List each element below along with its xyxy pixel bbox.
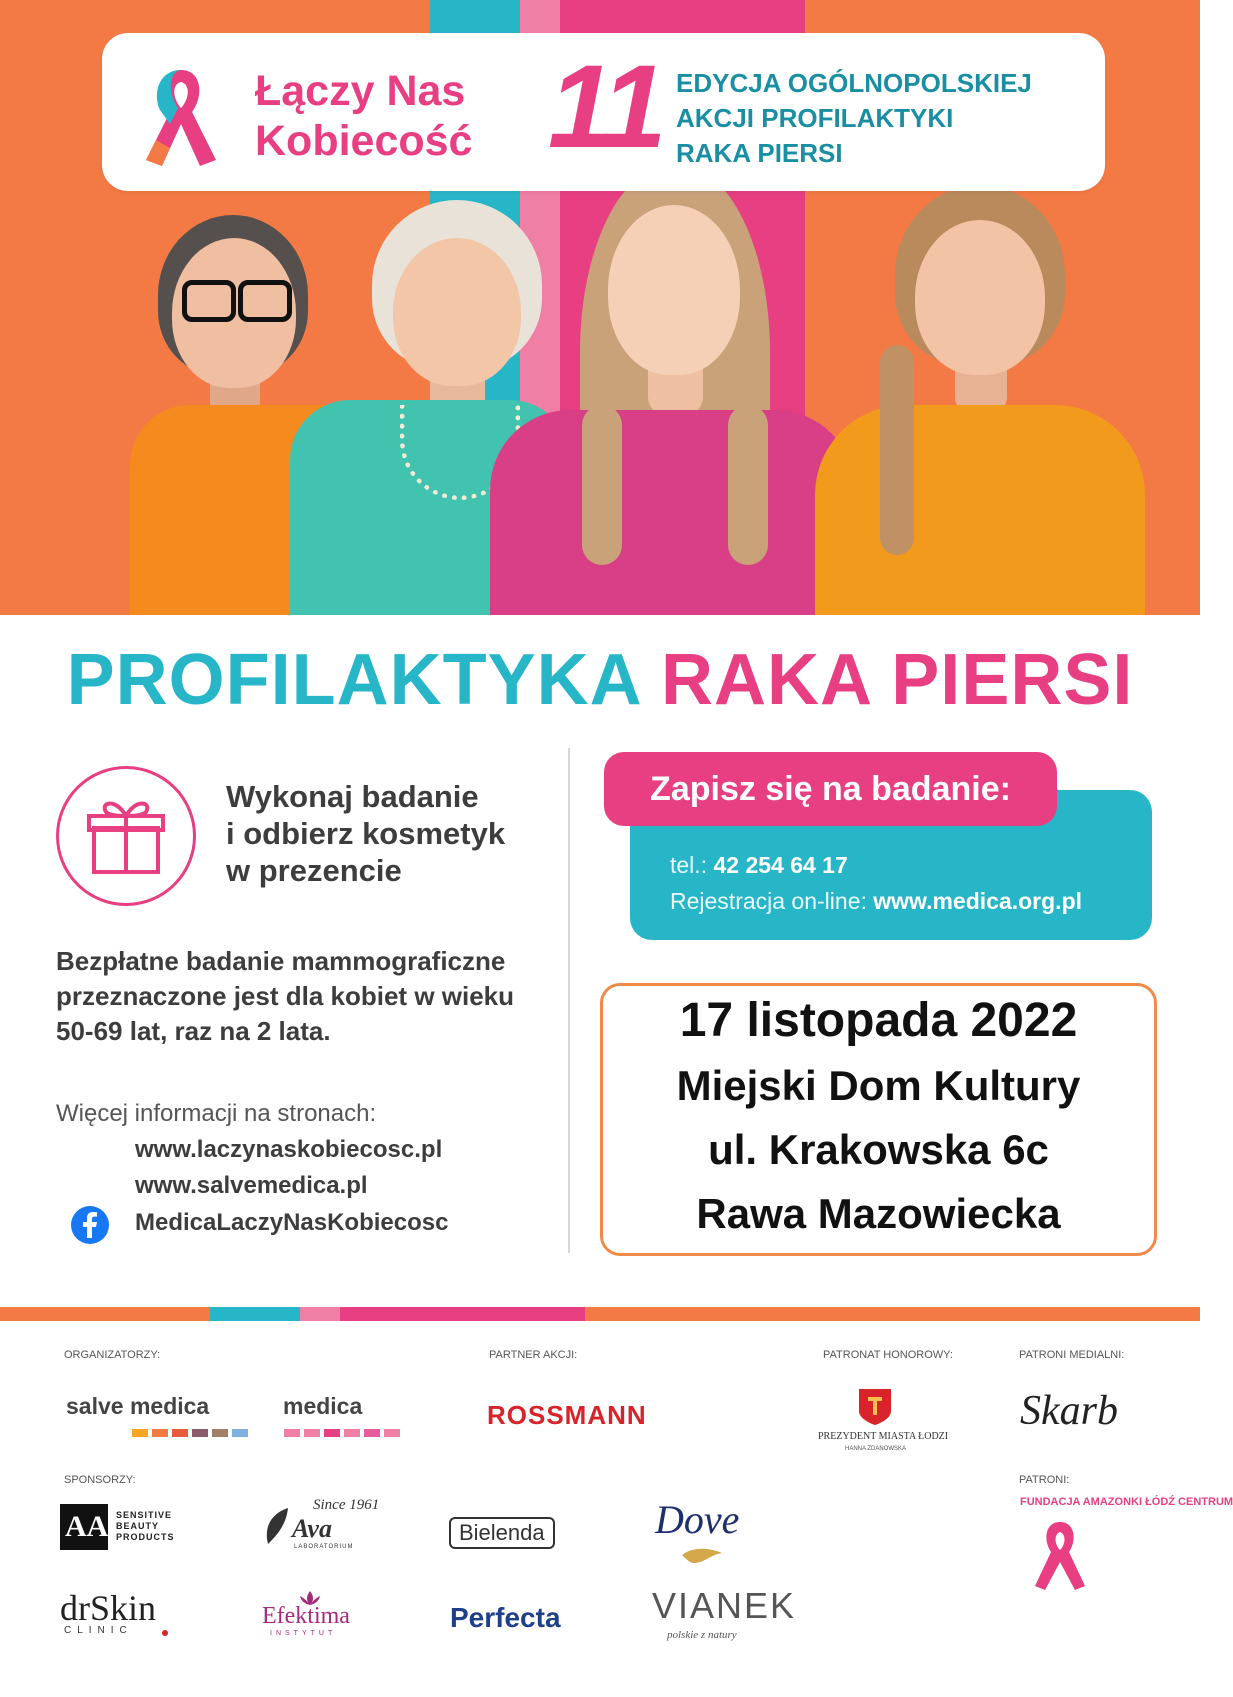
edition-description — [676, 66, 1032, 171]
phone-number[interactable]: 42 254 64 17 — [713, 852, 848, 878]
gift-line-1: Wykonaj badanie — [226, 779, 479, 814]
info-line-3: 50-69 lat, raz na 2 lata. — [56, 1016, 331, 1046]
organizers-label: ORGANIZATORZY: — [64, 1349, 161, 1361]
efektima-logo: Efektima — [262, 1603, 350, 1629]
dove-logo: Dove — [655, 1497, 740, 1542]
skarb-logo: Skarb — [1020, 1388, 1118, 1434]
efektima-sub: INSTYTUT — [270, 1630, 337, 1637]
facebook-icon — [70, 1205, 110, 1245]
edition-number: 11 — [548, 41, 663, 173]
drskin-logo: drSkin — [60, 1588, 157, 1628]
link-facebook[interactable]: MedicaLaczyNasKobiecosc — [135, 1209, 449, 1236]
sponsors-label: SPONSORZY: — [64, 1474, 136, 1486]
main-title — [0, 640, 1200, 720]
title-part-1: PROFILAKTYKA — [66, 640, 640, 720]
info-line-2: przeznaczone jest dla kobiet w wieku — [56, 981, 515, 1011]
dove-bird-icon — [680, 1545, 724, 1565]
edition-line-3: RAKA PIERSI — [676, 138, 843, 168]
fundacja-text: FUNDACJA AMAZONKI ŁÓDŹ CENTRUM — [1020, 1496, 1233, 1508]
salve-medica-logo: salve medica — [66, 1393, 210, 1419]
ava-sub: LABORATORIUM — [294, 1544, 354, 1550]
event-venue: Miejski Dom Kultury — [676, 1062, 1081, 1109]
event-street: ul. Krakowska 6c — [708, 1126, 1049, 1173]
registration-label: Rejestracja on-line: — [670, 888, 867, 914]
lodz-coat-of-arms-icon — [857, 1387, 893, 1427]
woman-with-braid — [815, 185, 1145, 615]
registration-line — [670, 886, 1082, 916]
footer-pink-segment — [340, 1307, 585, 1321]
partner-label: PARTNER AKCJI: — [489, 1349, 578, 1361]
footer-color-bar — [0, 1307, 1200, 1321]
perfecta-logo: Perfecta — [450, 1602, 561, 1633]
medica-logo: medica — [283, 1393, 363, 1419]
more-info-label: Więcej informacji na stronach: — [56, 1100, 377, 1127]
gift-text — [226, 778, 505, 889]
footer-light-pink-segment — [300, 1307, 340, 1321]
rossmann-logo: ROSSMANN — [487, 1400, 647, 1430]
edition-line-1: EDYCJA OGÓLNOPOLSKIEJ — [676, 68, 1032, 98]
brand-line-1: Łączy Nas — [255, 67, 466, 115]
salve-medica-color-dots — [132, 1424, 252, 1442]
drskin-sub: CLINIC — [64, 1625, 133, 1636]
patrons-label: PATRONI: — [1019, 1474, 1070, 1486]
amazonki-ribbon-icon — [1005, 1500, 1115, 1610]
brand-line-2: Kobiecość — [255, 117, 473, 165]
gift-line-2: i odbierz kosmetyk — [226, 816, 506, 851]
pink-ribbon-logo-icon — [140, 62, 222, 172]
ava-leaf-icon — [262, 1506, 292, 1546]
vianek-sub: polskie z natury — [667, 1629, 737, 1641]
brand-name — [255, 66, 472, 166]
honor-patron-label: PATRONAT HONOROWY: — [823, 1349, 953, 1361]
ava-logo: Ava — [292, 1514, 332, 1543]
vertical-divider — [568, 748, 570, 1253]
medica-color-dots — [284, 1424, 404, 1442]
honor-patron-name: PREZYDENT MIASTA ŁODZI — [818, 1431, 949, 1442]
link-salvemedica[interactable]: www.salvemedica.pl — [135, 1172, 368, 1199]
phone-line — [670, 850, 848, 880]
registration-url[interactable]: www.medica.org.pl — [873, 888, 1083, 914]
honor-patron-person: HANNA ZDANOWSKA — [845, 1446, 907, 1452]
ava-since: Since 1961 — [313, 1497, 380, 1513]
screening-info — [56, 944, 514, 1049]
hero-banner — [0, 0, 1200, 615]
bielenda-logo: Bielenda — [449, 1517, 555, 1549]
gift-icon — [86, 794, 166, 876]
aa-logo-mark: AA — [60, 1504, 108, 1550]
phone-label: tel.: — [670, 852, 708, 878]
event-date: 17 listopada 2022 — [679, 994, 1078, 1047]
footer-teal-segment — [210, 1307, 300, 1321]
title-part-2: RAKA PIERSI — [660, 640, 1134, 720]
drskin-dot — [162, 1630, 168, 1636]
info-line-1: Bezpłatne badanie mammograficzne — [56, 946, 506, 976]
vianek-logo: VIANEK — [652, 1585, 797, 1626]
gift-circle — [56, 766, 196, 906]
young-woman-pink-sweater — [490, 165, 855, 615]
media-patrons-label: PATRONI MEDIALNI: — [1019, 1349, 1125, 1361]
signup-heading: Zapisz się na badanie: — [604, 752, 1057, 826]
event-city: Rawa Mazowiecka — [696, 1190, 1061, 1237]
gift-line-3: w prezencie — [226, 853, 402, 888]
aa-logo-text: SENSITIVE BEAUTY PRODUCTS — [116, 1510, 175, 1542]
link-laczynaskobiecosc[interactable]: www.laczynaskobiecosc.pl — [135, 1136, 443, 1163]
edition-line-2: AKCJI PROFILAKTYKI — [676, 103, 954, 133]
